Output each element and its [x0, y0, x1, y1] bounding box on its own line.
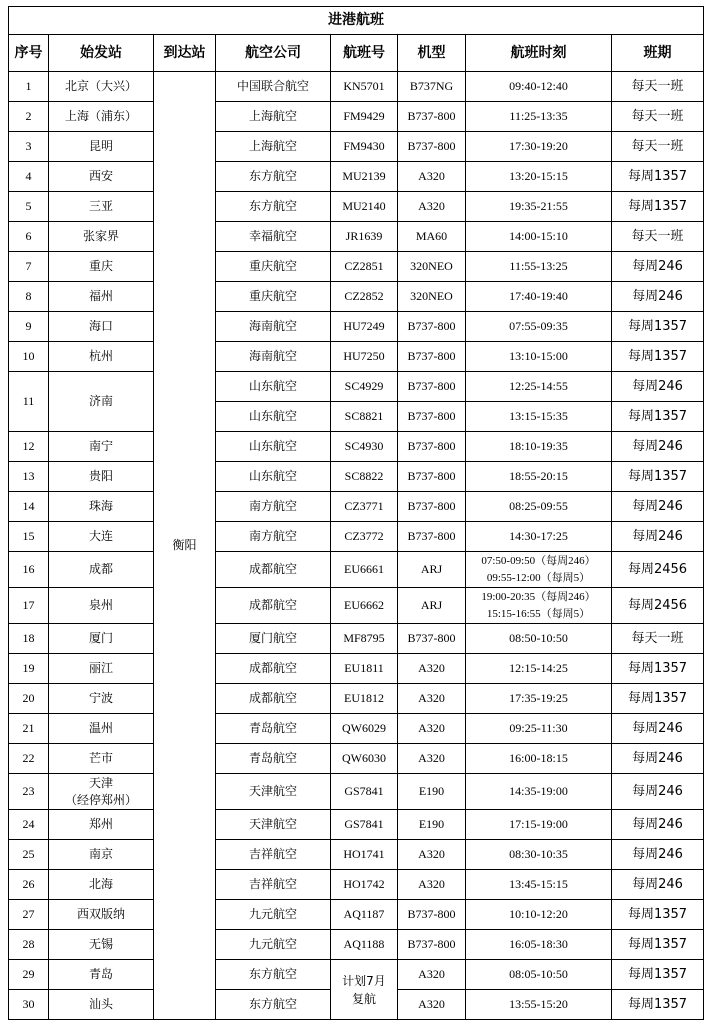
schedule-days: 每周246: [612, 492, 704, 522]
schedule-days: 每周1357: [612, 930, 704, 960]
aircraft-type: ARJ: [398, 552, 466, 588]
row-number: 13: [9, 462, 49, 492]
flight-time: 14:30-17:25: [466, 522, 612, 552]
aircraft-type: B737-800: [398, 624, 466, 654]
flight-number: HU7250: [331, 342, 398, 372]
airline: 青岛航空: [216, 714, 331, 744]
aircraft-type: B737-800: [398, 432, 466, 462]
airline: 东方航空: [216, 990, 331, 1020]
flight-number-note: 计划7月复航: [331, 960, 398, 1020]
schedule-days: 每周246: [612, 522, 704, 552]
table-row: [9, 684, 704, 714]
row-number: 14: [9, 492, 49, 522]
flight-number: EU1812: [331, 684, 398, 714]
flight-number: HU7249: [331, 312, 398, 342]
aircraft-type: A320: [398, 870, 466, 900]
airline: 山东航空: [216, 402, 331, 432]
flight-number: EU6662: [331, 588, 398, 624]
flight-time: 12:15-14:25: [466, 654, 612, 684]
origin-station: 厦门: [49, 624, 154, 654]
row-number: 15: [9, 522, 49, 552]
flight-time: 12:25-14:55: [466, 372, 612, 402]
flight-number: QW6030: [331, 744, 398, 774]
flight-number: AQ1188: [331, 930, 398, 960]
origin-station: 温州: [49, 714, 154, 744]
schedule-days: 每天一班: [612, 624, 704, 654]
origin-station-line2: （经停郑州）: [64, 792, 137, 807]
table-row: [9, 372, 704, 402]
schedule-days: 每周1357: [612, 990, 704, 1020]
schedule-days: 每周246: [612, 372, 704, 402]
aircraft-type: B737-800: [398, 462, 466, 492]
flight-time: 10:10-12:20: [466, 900, 612, 930]
airline: 山东航空: [216, 432, 331, 462]
flight-time: [466, 552, 612, 588]
flight-number: CZ2852: [331, 282, 398, 312]
table-title-row: [9, 7, 704, 35]
table-row: [9, 192, 704, 222]
table-row: [9, 522, 704, 552]
airline: 重庆航空: [216, 252, 331, 282]
table-row: [9, 870, 704, 900]
airline: 厦门航空: [216, 624, 331, 654]
schedule-days: 每周1357: [612, 684, 704, 714]
aircraft-type: A320: [398, 840, 466, 870]
flight-time: 19:35-21:55: [466, 192, 612, 222]
flight-number: SC4929: [331, 372, 398, 402]
flight-time: 17:15-19:00: [466, 810, 612, 840]
origin-station: 北京（大兴）: [49, 72, 154, 102]
airline: 成都航空: [216, 654, 331, 684]
row-number: 8: [9, 282, 49, 312]
airline: 成都航空: [216, 588, 331, 624]
table-row: [9, 282, 704, 312]
aircraft-type: B737NG: [398, 72, 466, 102]
row-number: 12: [9, 432, 49, 462]
row-number: 27: [9, 900, 49, 930]
schedule-days: 每天一班: [612, 102, 704, 132]
header-arrival: 到达站: [154, 35, 216, 72]
origin-station: 汕头: [49, 990, 154, 1020]
origin-station: 杭州: [49, 342, 154, 372]
row-number: 10: [9, 342, 49, 372]
schedule-days: 每周1357: [612, 654, 704, 684]
airline: 成都航空: [216, 684, 331, 714]
table-row: [9, 252, 704, 282]
row-number: 2: [9, 102, 49, 132]
flight-number: MU2139: [331, 162, 398, 192]
table-title: 进港航班: [9, 7, 704, 35]
header-days: 班期: [612, 35, 704, 72]
aircraft-type: 320NEO: [398, 282, 466, 312]
schedule-days: 每周2456: [612, 552, 704, 588]
aircraft-type: B737-800: [398, 492, 466, 522]
airline: 东方航空: [216, 162, 331, 192]
flight-time-line2: 15:15-16:55（每周5）: [486, 607, 591, 620]
flight-number: CZ3771: [331, 492, 398, 522]
airline: 吉祥航空: [216, 870, 331, 900]
schedule-days: 每周1357: [612, 402, 704, 432]
schedule-days: 每周1357: [612, 960, 704, 990]
schedule-days: 每天一班: [612, 72, 704, 102]
aircraft-type: A320: [398, 990, 466, 1020]
flight-time: 18:55-20:15: [466, 462, 612, 492]
aircraft-type: B737-800: [398, 132, 466, 162]
row-number: 28: [9, 930, 49, 960]
origin-station: 郑州: [49, 810, 154, 840]
table-row: [9, 132, 704, 162]
schedule-days: 每周1357: [612, 312, 704, 342]
schedule-days: 每周1357: [612, 162, 704, 192]
flight-time: 13:45-15:15: [466, 870, 612, 900]
schedule-days: 每周246: [612, 774, 704, 810]
row-number: 17: [9, 588, 49, 624]
origin-station: 芒市: [49, 744, 154, 774]
origin-station: 西安: [49, 162, 154, 192]
flight-time-line2: 09:55-12:00（每周5）: [486, 571, 591, 584]
flight-number: CZ3772: [331, 522, 398, 552]
row-number: 11: [9, 372, 49, 432]
flight-time: 09:25-11:30: [466, 714, 612, 744]
table-row: [9, 102, 704, 132]
table-row: [9, 624, 704, 654]
origin-station: 珠海: [49, 492, 154, 522]
table-row: [9, 222, 704, 252]
header-no: 序号: [9, 35, 49, 72]
row-number: 29: [9, 960, 49, 990]
airline: 山东航空: [216, 462, 331, 492]
schedule-days: 每周246: [612, 432, 704, 462]
schedule-days: 每周246: [612, 282, 704, 312]
schedule-days: 每周1357: [612, 900, 704, 930]
aircraft-type: E190: [398, 774, 466, 810]
airline: 青岛航空: [216, 744, 331, 774]
flight-number: EU1811: [331, 654, 398, 684]
flight-number: KN5701: [331, 72, 398, 102]
origin-station: 南京: [49, 840, 154, 870]
airline: 山东航空: [216, 372, 331, 402]
airline: 东方航空: [216, 960, 331, 990]
table-row: [9, 900, 704, 930]
schedule-days: 每天一班: [612, 222, 704, 252]
origin-station: 南宁: [49, 432, 154, 462]
origin-station: 无锡: [49, 930, 154, 960]
aircraft-type: A320: [398, 192, 466, 222]
aircraft-type: B737-800: [398, 900, 466, 930]
flight-number: SC8821: [331, 402, 398, 432]
airline: 天津航空: [216, 810, 331, 840]
flight-time: 13:20-15:15: [466, 162, 612, 192]
flight-time: 17:40-19:40: [466, 282, 612, 312]
aircraft-type: B737-800: [398, 522, 466, 552]
row-number: 30: [9, 990, 49, 1020]
flight-number: MF8795: [331, 624, 398, 654]
arrival-flights-table: [8, 6, 704, 1020]
flight-time: 07:55-09:35: [466, 312, 612, 342]
row-number: 18: [9, 624, 49, 654]
aircraft-type: ARJ: [398, 588, 466, 624]
table-row: [9, 162, 704, 192]
aircraft-type: A320: [398, 714, 466, 744]
aircraft-type: A320: [398, 960, 466, 990]
flight-number: FM9430: [331, 132, 398, 162]
origin-station: 丽江: [49, 654, 154, 684]
row-number: 20: [9, 684, 49, 714]
flight-number: CZ2851: [331, 252, 398, 282]
table-row: [9, 432, 704, 462]
aircraft-type: B737-800: [398, 930, 466, 960]
row-number: 26: [9, 870, 49, 900]
flight-number: GS7841: [331, 810, 398, 840]
flight-number: HO1741: [331, 840, 398, 870]
airline: 吉祥航空: [216, 840, 331, 870]
airline: 上海航空: [216, 102, 331, 132]
arrival-station: 衡阳: [154, 72, 216, 1020]
origin-station: [49, 774, 154, 810]
table-row: [9, 930, 704, 960]
schedule-days: 每周246: [612, 870, 704, 900]
airline: 天津航空: [216, 774, 331, 810]
schedule-days: 每天一班: [612, 132, 704, 162]
header-row: [9, 35, 704, 72]
flight-time: 08:30-10:35: [466, 840, 612, 870]
flight-time: 16:00-18:15: [466, 744, 612, 774]
aircraft-type: B737-800: [398, 312, 466, 342]
table-row: [9, 588, 704, 624]
flight-time-line1: 19:00-20:35（每周246）: [481, 590, 596, 603]
row-number: 22: [9, 744, 49, 774]
flight-number: MU2140: [331, 192, 398, 222]
schedule-days: 每周246: [612, 714, 704, 744]
airline: 幸福航空: [216, 222, 331, 252]
flight-time: 14:35-19:00: [466, 774, 612, 810]
table-row: [9, 312, 704, 342]
schedule-days: 每周246: [612, 840, 704, 870]
table-row: [9, 840, 704, 870]
aircraft-type: E190: [398, 810, 466, 840]
origin-station: 成都: [49, 552, 154, 588]
aircraft-type: A320: [398, 744, 466, 774]
table-row: [9, 462, 704, 492]
flight-time: 11:25-13:35: [466, 102, 612, 132]
airline: 成都航空: [216, 552, 331, 588]
row-number: 7: [9, 252, 49, 282]
flight-number: QW6029: [331, 714, 398, 744]
airline: 九元航空: [216, 930, 331, 960]
row-number: 25: [9, 840, 49, 870]
aircraft-type: MA60: [398, 222, 466, 252]
schedule-days: 每周246: [612, 744, 704, 774]
aircraft-type: B737-800: [398, 372, 466, 402]
table-row: [9, 654, 704, 684]
row-number: 23: [9, 774, 49, 810]
flight-number: EU6661: [331, 552, 398, 588]
schedule-days: 每周246: [612, 810, 704, 840]
flight-number: SC4930: [331, 432, 398, 462]
airline: 九元航空: [216, 900, 331, 930]
table-row: [9, 552, 704, 588]
table-row: [9, 492, 704, 522]
origin-station: 贵阳: [49, 462, 154, 492]
flight-time: 17:30-19:20: [466, 132, 612, 162]
aircraft-type: A320: [398, 684, 466, 714]
origin-station: 重庆: [49, 252, 154, 282]
aircraft-type: B737-800: [398, 102, 466, 132]
origin-station: 西双版纳: [49, 900, 154, 930]
schedule-days: 每周1357: [612, 462, 704, 492]
origin-station: 大连: [49, 522, 154, 552]
aircraft-type: B737-800: [398, 342, 466, 372]
airline: 中国联合航空: [216, 72, 331, 102]
flight-number: GS7841: [331, 774, 398, 810]
table-row: [9, 744, 704, 774]
flight-number: JR1639: [331, 222, 398, 252]
flight-number: SC8822: [331, 462, 398, 492]
flight-time: 08:25-09:55: [466, 492, 612, 522]
row-number: 16: [9, 552, 49, 588]
table-row: [9, 342, 704, 372]
schedule-days: 每周246: [612, 252, 704, 282]
origin-station: 济南: [49, 372, 154, 432]
origin-station: 张家界: [49, 222, 154, 252]
flight-time: 13:55-15:20: [466, 990, 612, 1020]
flight-number: AQ1187: [331, 900, 398, 930]
origin-station: 宁波: [49, 684, 154, 714]
schedule-days: 每周2456: [612, 588, 704, 624]
origin-station: 海口: [49, 312, 154, 342]
flight-time: 11:55-13:25: [466, 252, 612, 282]
schedule-days: 每周1357: [612, 192, 704, 222]
flight-time: 17:35-19:25: [466, 684, 612, 714]
airline: 南方航空: [216, 522, 331, 552]
origin-station: 昆明: [49, 132, 154, 162]
row-number: 6: [9, 222, 49, 252]
row-number: 3: [9, 132, 49, 162]
header-airline: 航空公司: [216, 35, 331, 72]
origin-station: 上海（浦东）: [49, 102, 154, 132]
row-number: 9: [9, 312, 49, 342]
row-number: 1: [9, 72, 49, 102]
row-number: 21: [9, 714, 49, 744]
flight-time: 14:00-15:10: [466, 222, 612, 252]
origin-station: 青岛: [49, 960, 154, 990]
table-row: [9, 960, 704, 990]
schedule-days: 每周1357: [612, 342, 704, 372]
aircraft-type: 320NEO: [398, 252, 466, 282]
origin-station: 福州: [49, 282, 154, 312]
table-row: [9, 810, 704, 840]
flight-time: 18:10-19:35: [466, 432, 612, 462]
flight-time: 09:40-12:40: [466, 72, 612, 102]
flight-time: 13:10-15:00: [466, 342, 612, 372]
airline: 海南航空: [216, 342, 331, 372]
airline: 东方航空: [216, 192, 331, 222]
flight-time: 08:50-10:50: [466, 624, 612, 654]
flight-time-line1: 07:50-09:50（每周246）: [481, 554, 596, 567]
row-number: 5: [9, 192, 49, 222]
row-number: 24: [9, 810, 49, 840]
flight-time: 16:05-18:30: [466, 930, 612, 960]
origin-station-line1: 天津: [88, 775, 113, 790]
origin-station: 三亚: [49, 192, 154, 222]
table-row: [9, 714, 704, 744]
airline: 重庆航空: [216, 282, 331, 312]
airline: 上海航空: [216, 132, 331, 162]
table-row: [9, 774, 704, 810]
aircraft-type: A320: [398, 654, 466, 684]
row-number: 19: [9, 654, 49, 684]
flight-time: [466, 588, 612, 624]
origin-station: 泉州: [49, 588, 154, 624]
table-row: [9, 72, 704, 102]
flight-time: 08:05-10:50: [466, 960, 612, 990]
airline: 海南航空: [216, 312, 331, 342]
aircraft-type: A320: [398, 162, 466, 192]
flight-number: HO1742: [331, 870, 398, 900]
header-flight: 航班号: [331, 35, 398, 72]
airline: 南方航空: [216, 492, 331, 522]
flight-time: 13:15-15:35: [466, 402, 612, 432]
header-origin: 始发站: [49, 35, 154, 72]
origin-station: 北海: [49, 870, 154, 900]
flight-number: FM9429: [331, 102, 398, 132]
header-time: 航班时刻: [466, 35, 612, 72]
row-number: 4: [9, 162, 49, 192]
header-aircraft: 机型: [398, 35, 466, 72]
aircraft-type: B737-800: [398, 402, 466, 432]
